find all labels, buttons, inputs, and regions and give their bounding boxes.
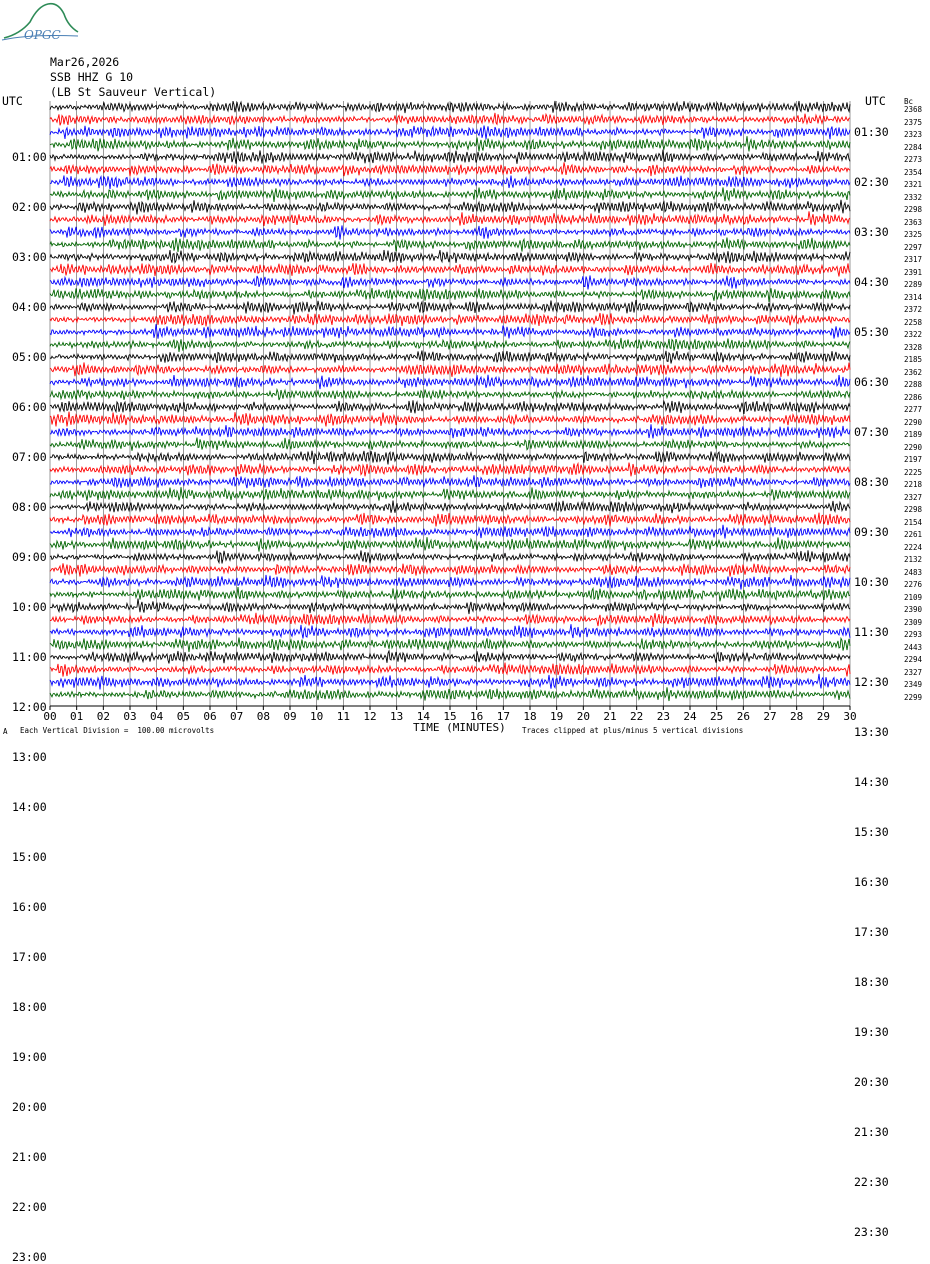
right-hour-label: 14:30: [854, 775, 889, 789]
trace-count: 2289: [904, 280, 923, 289]
trace-count: 2443: [904, 642, 923, 652]
right-hour-label: 03:30: [854, 225, 889, 239]
right-hour-label: 12:30: [854, 675, 889, 689]
trace-count: 2189: [904, 430, 923, 439]
left-hour-label: 09:00: [12, 550, 47, 564]
right-hour-label: 11:30: [854, 625, 889, 639]
trace-count: 2185: [904, 355, 923, 364]
trace-count: 2258: [904, 317, 923, 327]
trace-count: 2225: [904, 467, 923, 477]
x-tick-label: 18: [523, 710, 537, 723]
trace-count: 2354: [904, 167, 923, 177]
x-tick-label: 10: [310, 710, 324, 723]
trace-count: 2298: [904, 505, 923, 514]
x-tick-label: 16: [470, 710, 484, 723]
right-hour-label: 08:30: [854, 475, 889, 489]
x-tick-label: 28: [790, 710, 804, 723]
trace-count: 2483: [904, 567, 923, 577]
trace-count: 2332: [904, 192, 923, 202]
left-hour-label: 23:00: [12, 1250, 47, 1264]
left-hour-label: 12:00: [12, 700, 47, 714]
trace-count: 2290: [904, 442, 923, 452]
trace-count: 2218: [904, 480, 923, 489]
right-hour-label: 21:30: [854, 1125, 889, 1139]
x-tick-label: 30: [843, 710, 857, 723]
trace-count: 2363: [904, 217, 923, 227]
trace-count: 2322: [904, 330, 923, 339]
left-hour-label: 11:00: [12, 650, 47, 664]
left-hour-label: 07:00: [12, 450, 47, 464]
x-tick-label: 26: [736, 710, 750, 723]
left-hour-label: 18:00: [12, 1000, 47, 1014]
right-hour-label: 18:30: [854, 975, 889, 989]
trace-count: 2276: [904, 580, 923, 589]
x-tick-label: 21: [603, 710, 617, 723]
right-hour-label: 17:30: [854, 925, 889, 939]
right-hour-label: 01:30: [854, 125, 889, 139]
left-hour-label: 16:00: [12, 900, 47, 914]
left-hour-label: 05:00: [12, 350, 47, 364]
x-tick-label: 29: [816, 710, 830, 723]
left-hour-label: 13:00: [12, 750, 47, 764]
trace-count: 2284: [904, 142, 923, 152]
trace-count: 2390: [904, 605, 923, 614]
x-tick-label: 04: [150, 710, 164, 723]
x-tick-label: 17: [496, 710, 510, 723]
right-hour-label: 06:30: [854, 375, 889, 389]
x-axis-title: TIME (MINUTES): [413, 721, 506, 734]
x-tick-label: 23: [656, 710, 670, 723]
right-hour-label: 22:30: [854, 1175, 889, 1189]
trace-count: 2325: [904, 230, 923, 239]
x-tick-label: 13: [390, 710, 404, 723]
scale-note: Each Vertical Division = 100.00 microvolts: [20, 726, 215, 735]
trace-count: 2132: [904, 555, 923, 564]
right-hour-label: 02:30: [854, 175, 889, 189]
left-hour-label: 04:00: [12, 300, 47, 314]
trace-count: 2321: [904, 180, 923, 189]
trace-count: 2197: [904, 455, 923, 464]
x-tick-label: 05: [176, 710, 190, 723]
trace-count: 2273: [904, 155, 923, 164]
trace-count: 2328: [904, 342, 923, 352]
x-tick-label: 12: [363, 710, 377, 723]
corner-marker: A: [3, 727, 8, 736]
left-hour-label: 19:00: [12, 1050, 47, 1064]
station-label: SSB HHZ G 10: [50, 70, 134, 84]
x-tick-label: 07: [230, 710, 244, 723]
x-tick-label: 09: [283, 710, 297, 723]
right-hour-label: 16:30: [854, 875, 889, 889]
x-tick-label: 06: [203, 710, 217, 723]
left-hour-label: UTC: [2, 94, 23, 108]
trace-count: 2109: [904, 592, 923, 602]
x-tick-label: 19: [550, 710, 564, 723]
trace-count: 2154: [904, 517, 923, 527]
x-tick-label: 02: [96, 710, 110, 723]
right-hour-label: 15:30: [854, 825, 889, 839]
left-hour-label: 15:00: [12, 850, 47, 864]
x-tick-label: 00: [43, 710, 57, 723]
left-hour-label: 02:00: [12, 200, 47, 214]
trace-count: 2290: [904, 417, 923, 427]
trace-count: 2294: [904, 655, 923, 664]
left-hour-label: 20:00: [12, 1100, 47, 1114]
trace-count: 2327: [904, 667, 923, 677]
x-tick-label: 11: [336, 710, 350, 723]
trace-count: 2327: [904, 492, 923, 502]
trace-count: 2317: [904, 255, 923, 264]
left-hour-label: 01:00: [12, 150, 47, 164]
trace-count: 2277: [904, 405, 923, 414]
left-hour-label: 22:00: [12, 1200, 47, 1214]
x-tick-label: 25: [710, 710, 724, 723]
x-tick-label: 03: [123, 710, 137, 723]
left-hour-label: 06:00: [12, 400, 47, 414]
x-tick-label: 24: [683, 710, 697, 723]
right-hour-label: 23:30: [854, 1225, 889, 1239]
right-hour-label: 04:30: [854, 275, 889, 289]
trace-count: 2314: [904, 292, 923, 302]
trace-count: 2293: [904, 630, 923, 639]
trace-count: 2375: [904, 117, 923, 127]
trace-count: 2323: [904, 130, 923, 139]
right-hour-label: UTC: [865, 94, 886, 108]
counts-title: Bc: [904, 97, 914, 106]
trace-count: 2368: [904, 105, 923, 114]
trace-count: 2297: [904, 242, 923, 252]
left-hour-label: 17:00: [12, 950, 47, 964]
right-hour-label: 09:30: [854, 525, 889, 539]
clip-note: Traces clipped at plus/minus 5 vertical divisions: [522, 726, 744, 735]
date-label: Mar26,2026: [50, 55, 120, 69]
left-hour-label: 10:00: [12, 600, 47, 614]
x-tick-label: 01: [70, 710, 84, 723]
station-description: (LB St Sauveur Vertical): [50, 85, 217, 99]
trace-count: 2224: [904, 542, 923, 552]
left-hour-label: 14:00: [12, 800, 47, 814]
right-hour-label: 19:30: [854, 1025, 889, 1039]
trace-count: 2372: [904, 305, 923, 314]
right-hour-label: 10:30: [854, 575, 889, 589]
trace-count: 2286: [904, 392, 923, 402]
right-hour-label: 13:30: [854, 725, 889, 739]
trace-count: 2298: [904, 205, 923, 214]
left-hour-label: 21:00: [12, 1150, 47, 1164]
right-hour-label: 05:30: [854, 325, 889, 339]
trace-count: 2362: [904, 367, 923, 377]
right-hour-label: 07:30: [854, 425, 889, 439]
trace-count: 2349: [904, 680, 923, 689]
x-tick-label: 08: [256, 710, 270, 723]
x-tick-label: 20: [576, 710, 590, 723]
trace-count: 2299: [904, 692, 923, 702]
x-tick-label: 27: [763, 710, 777, 723]
right-hour-label: 20:30: [854, 1075, 889, 1089]
trace-count: 2309: [904, 617, 923, 627]
trace-count: 2391: [904, 267, 923, 277]
logo-text: OPGC: [24, 28, 61, 42]
x-tick-label: 15: [443, 710, 457, 723]
trace-count: 2288: [904, 380, 923, 389]
x-tick-label: 14: [416, 710, 430, 723]
left-hour-label: 03:00: [12, 250, 47, 264]
left-hour-label: 08:00: [12, 500, 47, 514]
trace-count: 2261: [904, 530, 923, 539]
x-tick-label: 22: [630, 710, 644, 723]
